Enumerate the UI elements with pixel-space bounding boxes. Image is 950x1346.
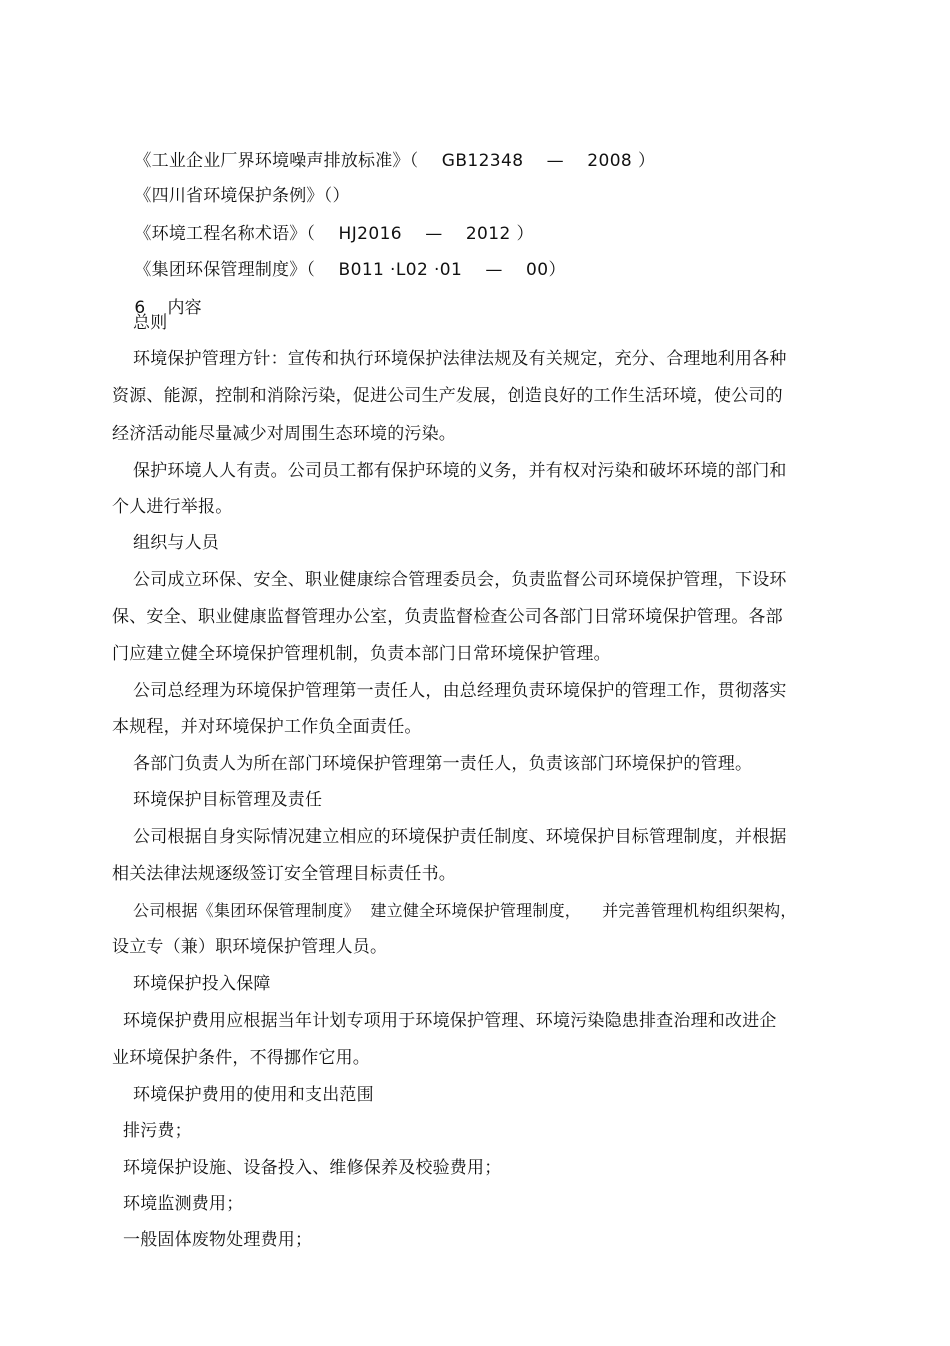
paragraph-line: 本规程，并对环境保护工作负全面责任。: [112, 717, 422, 737]
paragraph-line: 经济活动能尽量减少对周围生态环境的污染。: [112, 424, 456, 444]
paragraph-line: 保、安全、职业健康监督管理办公室，负责监督检查公司各部门日常环境保护管理。各部: [112, 607, 783, 627]
list-item: 环境监测费用；: [123, 1194, 244, 1214]
paragraph-line: 相关法律法规逐级签订安全管理目标责任书。: [112, 864, 456, 884]
subheading: 组织与人员: [133, 533, 219, 553]
paragraph-line: 公司总经理为环境保护管理第一责任人，由总经理负责环境保护的管理工作，贯彻落实: [133, 681, 787, 701]
paragraph-line: 保护环境人人有责。公司员工都有保护环境的义务，并有权对污染和破坏环境的部门和: [133, 461, 787, 481]
paragraph-line: 业环境保护条件，不得挪作它用。: [112, 1048, 370, 1068]
paragraph-line: 环境保护管理方针：宣传和执行环境保护法律法规及有关规定，充分、合理地利用各种: [133, 349, 787, 369]
paragraph-line: 环境保护费用应根据当年计划专项用于环境保护管理、环境污染隐患排查治理和改进企: [123, 1011, 777, 1031]
paragraph-line: 设立专（兼）职环境保护管理人员。: [112, 937, 388, 957]
paragraph-line: 公司根据《集团环保管理制度》 建立健全环境保护管理制度， 并完善管理机构组织架构，: [133, 901, 797, 920]
paragraph-line: 公司根据自身实际情况建立相应的环境保护责任制度、环境保护目标管理制度，并根据: [133, 827, 787, 847]
list-item: 排污费；: [123, 1121, 192, 1141]
paragraph-line: 公司成立环保、安全、职业健康综合管理委员会，负责监督公司环境保护管理，下设环: [133, 570, 787, 590]
reference-code: （ GB12348 — 2008 ）: [409, 151, 656, 171]
subheading: 环境保护目标管理及责任: [133, 790, 323, 810]
section-number: 6: [134, 298, 146, 318]
list-item: 一般固体废物处理费用；: [123, 1230, 313, 1250]
list-item: 环境保护设施、设备投入、维修保养及校验费用；: [123, 1158, 502, 1178]
reference-title: 《环境工程名称术语》: [134, 224, 307, 244]
paragraph-line: 各部门负责人为所在部门环境保护管理第一责任人，负责该部门环境保护的管理。: [133, 754, 753, 774]
subheading: 环境保护投入保障: [133, 974, 271, 994]
paragraph-line: 资源、能源，控制和消除污染，促进公司生产发展，创造良好的工作生活环境，使公司的: [112, 386, 783, 406]
reference-code: （ HJ2016 — 2012 ）: [306, 224, 534, 244]
section-title: 内容: [167, 298, 202, 318]
subheading: 总则: [133, 313, 168, 333]
reference-title: 《集团环保管理制度》: [134, 260, 307, 280]
paragraph-line: 门应建立健全环境保护管理机制，负责本部门日常环境保护管理。: [112, 644, 611, 664]
reference-code: （ B011 ·L02 ·01 — 00）: [306, 260, 566, 280]
subheading: 环境保护费用的使用和支出范围: [133, 1085, 374, 1105]
reference-title: 《工业企业厂界环境噪声排放标准》: [134, 151, 410, 171]
reference-title: 《四川省环境保护条例》: [134, 186, 324, 206]
paragraph-line: 个人进行举报。: [112, 497, 233, 517]
reference-code: （）: [323, 186, 350, 206]
